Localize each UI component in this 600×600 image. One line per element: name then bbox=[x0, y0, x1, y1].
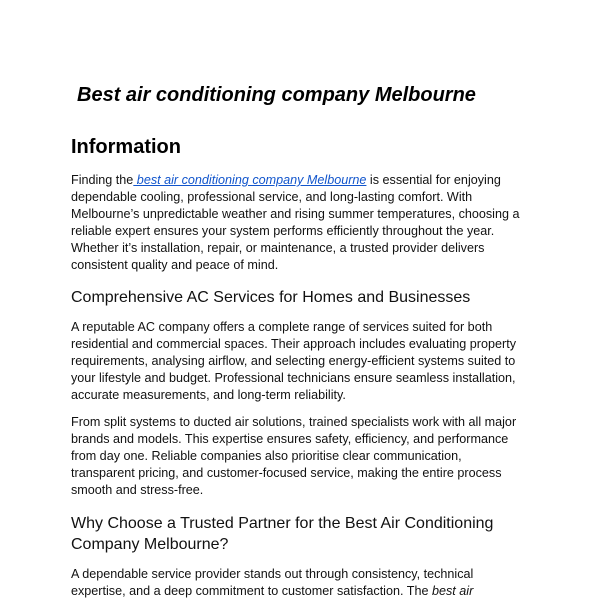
services-paragraph bbox=[71, 319, 541, 404]
intro-prefix: Finding the bbox=[71, 173, 134, 187]
intro-line: Melbourne’s unpredictable weather and rising summer temperatures, choosing a bbox=[71, 207, 520, 221]
provider-line-2-text: expertise, and a deep commitment to customer satisfaction. The bbox=[71, 584, 432, 598]
provider-line-2 bbox=[71, 583, 541, 600]
dependable-provider-paragraph bbox=[71, 566, 541, 600]
specialists-paragraph bbox=[71, 414, 541, 499]
services-line: A reputable AC company offers a complete range of services suited for both bbox=[71, 320, 493, 334]
why-choose-line: Why Choose a Trusted Partner for the Best Air Conditioning bbox=[71, 515, 494, 532]
subheading-comprehensive-services: Comprehensive AC Services for Homes and Businesses bbox=[71, 289, 471, 306]
intro-line-1-rest: is essential for enjoying bbox=[366, 173, 501, 187]
subheading-why-choose bbox=[71, 513, 493, 555]
services-line: requirements, analysing airflow, and selecting energy-efficient systems suited to bbox=[71, 354, 516, 368]
intro-line: Whether it’s installation, repair, or maintenance, a trusted provider delivers bbox=[71, 241, 485, 255]
intro-line: reliable expert ensures your system performs efficiently throughout the year. bbox=[71, 224, 495, 238]
services-line: residential and commercial spaces. Their approach includes evaluating property bbox=[71, 337, 516, 351]
intro-line: dependable cooling, professional service, and long-lasting comfort. With bbox=[71, 190, 473, 204]
intro-paragraph bbox=[71, 172, 541, 274]
document-title: Best air conditioning company Melbourne bbox=[77, 84, 476, 106]
best-ac-company-link[interactable]: best air conditioning company Melbourne bbox=[133, 173, 367, 187]
services-line: accurate measurements, and long-term reliability. bbox=[71, 388, 346, 402]
why-choose-line: Company Melbourne? bbox=[71, 536, 229, 553]
specialists-line: smooth and stress-free. bbox=[71, 483, 204, 497]
specialists-line: From split systems to ducted air solutions, trained specialists work with all major bbox=[71, 415, 517, 429]
section-heading-information: Information bbox=[71, 136, 181, 158]
intro-line-1 bbox=[71, 172, 541, 189]
intro-line: consistent quality and peace of mind. bbox=[71, 258, 279, 272]
provider-line-2-italic: best air bbox=[431, 584, 474, 598]
services-line: your lifestyle and budget. Professional technicians ensure seamless installation, bbox=[71, 371, 516, 385]
provider-line-1: A dependable service provider stands out through consistency, technical bbox=[71, 567, 474, 581]
specialists-line: brands and models. This expertise ensures safety, efficiency, and performance bbox=[71, 432, 509, 446]
specialists-line: transparent pricing, and customer-focused service, making the entire process bbox=[71, 466, 502, 480]
specialists-line: from day one. Reliable companies also prioritise clear communication, bbox=[71, 449, 462, 463]
